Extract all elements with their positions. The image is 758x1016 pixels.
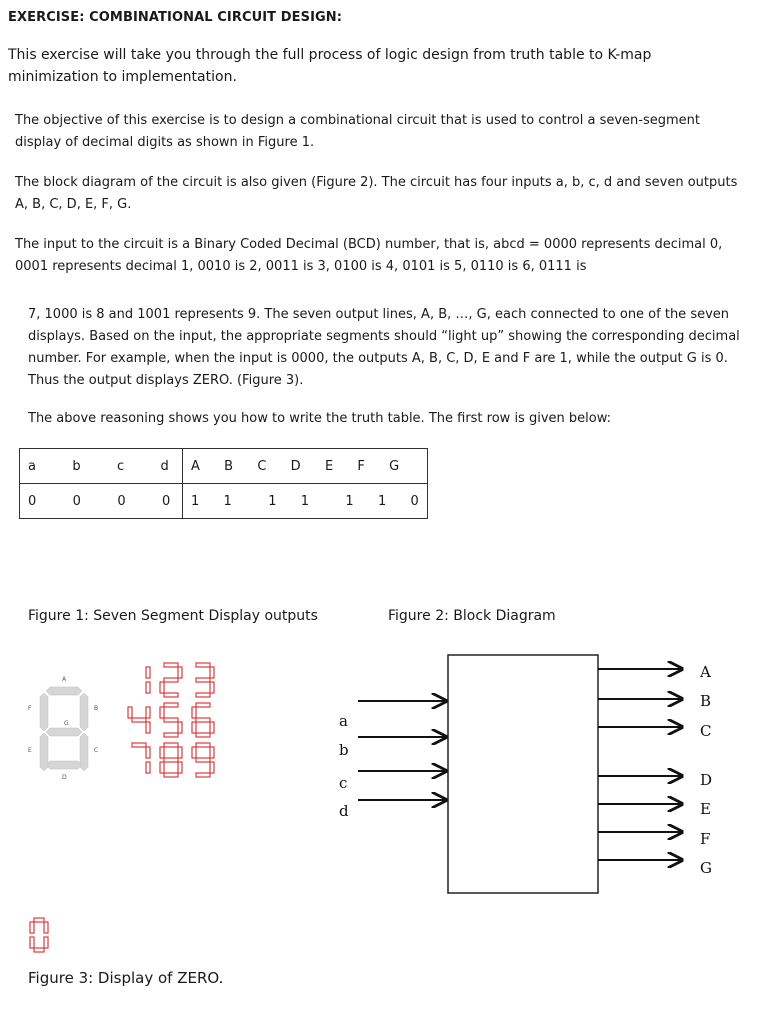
figure3-caption: Figure 3: Display of ZERO. — [28, 969, 224, 987]
digit-8-segment-b — [178, 747, 182, 758]
digit-3-segment-g — [196, 678, 210, 682]
digit-7-segment-a — [132, 743, 146, 747]
digit-8-segment-c — [178, 762, 182, 773]
digit-8 — [160, 743, 182, 777]
digit-3 — [196, 663, 214, 697]
zero-digit — [30, 918, 48, 952]
digit-4 — [128, 707, 150, 733]
digit-4-segment-g — [132, 718, 146, 722]
input-labels — [339, 712, 349, 820]
digit-5-segment-c — [178, 722, 182, 733]
figure3-zero-display — [26, 915, 56, 957]
digit-9-segment-d — [196, 773, 210, 777]
digit-6-segment-d — [196, 733, 210, 737]
figure1-caption: Figure 1: Seven Segment Display outputs — [28, 608, 318, 624]
output-arrows — [598, 669, 682, 860]
digit-7-segment-b — [146, 747, 150, 758]
output-label-D: D — [700, 771, 713, 789]
table-row — [20, 484, 428, 519]
header-outputs-text: A B C D E F G — [191, 458, 400, 474]
digit-8-segment-e — [160, 762, 164, 773]
digit-4-segment-b — [146, 707, 150, 718]
digit-5-segment-a — [164, 703, 178, 707]
output-labels — [699, 663, 712, 877]
figure2-caption: Figure 2: Block Diagram — [388, 608, 556, 624]
segment-a — [46, 687, 82, 695]
digit-3-segment-d — [196, 693, 210, 697]
segment-b — [80, 693, 88, 731]
output-label-F: F — [700, 830, 711, 848]
digit-0 — [30, 918, 48, 952]
digit-grid — [128, 663, 214, 777]
header-outputs-cell — [183, 449, 428, 484]
digit-9-segment-b — [210, 747, 214, 758]
segment-g — [46, 728, 82, 736]
header-inputs-cell — [20, 449, 183, 484]
digit-9-segment-g — [196, 758, 210, 762]
digit-3-segment-a — [196, 663, 210, 667]
output-label-A: A — [700, 663, 711, 681]
digit-9-segment-c — [210, 762, 214, 773]
digit-2-segment-d — [164, 693, 178, 697]
truth-table — [19, 448, 428, 519]
digit-6 — [192, 703, 214, 737]
digit-0-segment-b — [44, 922, 48, 933]
segment-d — [46, 761, 82, 769]
digit-5 — [160, 703, 182, 737]
digit-6-segment-e — [192, 722, 196, 733]
continued-paragraph: 7, 1000 is 8 and 1001 represents 9. The seven output lines, A, B, …, G, each connected to one of the seven displays. Based on the input, the appropriate segments should “light up” showing the corresponding decimal number. For example, when the input is 0000, the outputs A, B, C, D, E and F are 1, while the output G is 0. Thus the output displays ZERO. (Figure 3). — [28, 307, 740, 388]
digit-5-segment-f — [160, 707, 164, 718]
digit-0-segment-d — [34, 948, 44, 952]
segment-diagram — [40, 687, 88, 771]
row-outputs-cell — [183, 484, 428, 519]
digit-9-segment-f — [192, 747, 196, 758]
digit-8-segment-d — [164, 773, 178, 777]
digit-4-segment-c — [146, 722, 150, 733]
row-inputs-cell — [20, 484, 183, 519]
digit-0-segment-f — [30, 922, 34, 933]
digit-8-segment-a — [164, 743, 178, 747]
digit-2-segment-g — [164, 678, 178, 682]
segment-label-d: D — [62, 774, 67, 781]
digit-0-segment-e — [30, 937, 34, 948]
digit-6-segment-g — [196, 718, 210, 722]
digit-1-segment-b — [146, 667, 150, 678]
digit-7 — [132, 743, 150, 773]
digit-2 — [160, 663, 182, 697]
row-outputs-text: 1 1 1 1 1 1 0 — [191, 493, 419, 509]
segment-label-g: G — [64, 720, 69, 727]
digit-6-segment-c — [210, 722, 214, 733]
digit-9-segment-a — [196, 743, 210, 747]
digit-3-segment-c — [210, 682, 214, 693]
input-label-a: a — [339, 712, 348, 730]
input-label-c: c — [339, 774, 348, 792]
segment-label-e: E — [28, 747, 32, 754]
digit-5-segment-g — [164, 718, 178, 722]
output-label-B: B — [700, 692, 712, 710]
digit-6-segment-a — [196, 703, 210, 707]
segment-label-a: A — [62, 676, 67, 683]
digit-8-segment-g — [164, 758, 178, 762]
digit-2-segment-e — [160, 682, 164, 693]
digit-0-segment-c — [44, 937, 48, 948]
figure2-block-diagram — [330, 640, 730, 905]
digit-2-segment-b — [178, 667, 182, 678]
digit-9 — [192, 743, 214, 777]
intro-paragraph: This exercise will take you through the full process of logic design from truth table to K-map minimization to implementation. — [8, 47, 652, 85]
segment-label-f: F — [28, 705, 32, 712]
digit-0-segment-a — [34, 918, 44, 922]
objective-paragraph: The objective of this exercise is to design a combinational circuit that is used to control a seven-segment display of decimal digits as shown in Figure 1. — [15, 113, 700, 150]
output-label-C: C — [700, 722, 712, 740]
output-label-E: E — [700, 800, 711, 818]
figure1-seven-segment — [24, 655, 244, 781]
digit-7-segment-c — [146, 762, 150, 773]
segment-label-c: C — [94, 747, 99, 754]
segment-e — [40, 733, 48, 771]
row-inputs-text: 0 0 0 0 — [28, 493, 171, 509]
table-header-row — [20, 449, 428, 484]
digit-3-segment-b — [210, 667, 214, 678]
segment-label-b: B — [94, 705, 99, 712]
page-title: EXERCISE: COMBINATIONAL CIRCUIT DESIGN: — [8, 10, 343, 25]
block-paragraph: The block diagram of the circuit is also given (Figure 2). The circuit has four inputs a, b, c, d and seven outputs A, B, C, D, E, F, G. — [15, 175, 738, 212]
header-inputs-text: a b c d — [28, 458, 169, 474]
circuit-block — [448, 655, 598, 893]
digit-8-segment-f — [160, 747, 164, 758]
digit-6-segment-f — [192, 707, 196, 718]
input-arrows — [358, 701, 446, 800]
input-label-b: b — [339, 741, 349, 759]
digit-2-segment-a — [164, 663, 178, 667]
input-label-d: d — [339, 802, 349, 820]
segment-f — [40, 693, 48, 731]
digit-1-segment-c — [146, 682, 150, 693]
digit-1 — [146, 667, 150, 693]
reasoning-paragraph: The above reasoning shows you how to write the truth table. The first row is given below: — [28, 411, 612, 426]
output-label-G: G — [700, 859, 712, 877]
input-paragraph: The input to the circuit is a Binary Coded Decimal (BCD) number, that is, abcd = 0000 represents decimal 0, 0001 represents decimal 1, 0010 is 2, 0011 is 3, 0100 is 4, 0101 is 5, 0110 is 6, 0111 is — [15, 237, 723, 274]
digit-4-segment-f — [128, 707, 132, 718]
digit-5-segment-d — [164, 733, 178, 737]
